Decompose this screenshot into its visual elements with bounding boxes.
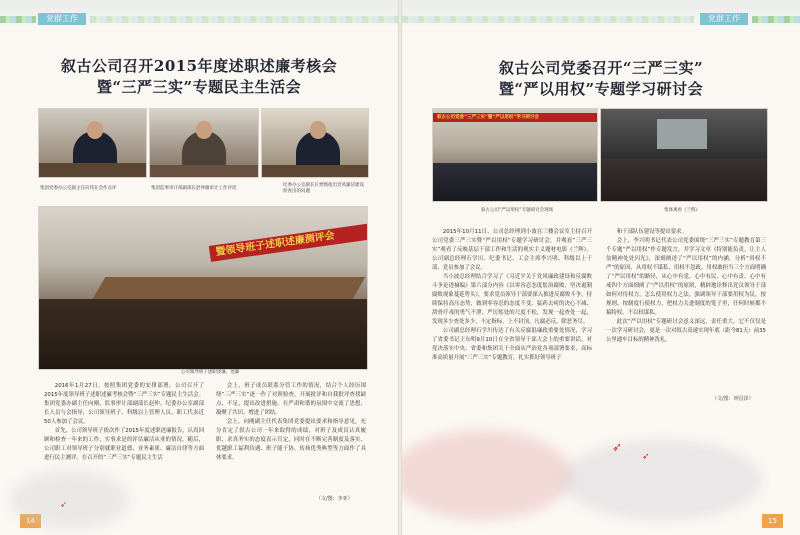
left-byline: （文/图：李亚） (316, 496, 353, 502)
bird-icon: ➶ (60, 500, 67, 509)
right-col2-para: 会上，李兴明书记代表公司党委围绕“三严三实”专题教育第三个专题“严以用权”作专题发言，并学习文章《特别能负责，让主人翁精神处处闪光》，深刻阐述了“严以用权”的内涵，分析“用权不严”的原因，从用权不谋私、用权不忽政、用权敢担当三个方面明确了“严以用权”的路径，从心中有党、心中有民、心中有责、心中有戒四个方面细阐了“严以用权”的原则，精辟地诠释出党员领导干部如何对待权力，怎么使用权力之法，强调领导干部要用权为民，按规则、按制度行使权力，把权力关进制度的笼子里，任何时候都不搞特权、不以权谋私。 (606, 238, 766, 316)
left-page-number: 14 (20, 514, 41, 528)
person-head (196, 121, 212, 139)
person-head (87, 121, 103, 139)
audience-shape (39, 299, 367, 369)
left-photo-1-caption: 集团党委办公室副主任向伟在会作点评 (40, 186, 117, 191)
table-shape (262, 165, 368, 177)
ink-wash-decoration (10, 470, 130, 530)
right-body-col1 (432, 228, 592, 363)
left-body-col2 (216, 382, 366, 463)
right-page (402, 0, 800, 535)
left-col2-para: 会上，向刚副主任代表集团党委提出要求和指导意见，充分肯定了叙古公司一年来取得的成绩，对班子及成员认真履职、求真务实的态度表示肯定，同时在不断完善制度及落实、优越职工福利待遇、班子能干协、传扬优秀典型等方面作了具体要求。 (216, 419, 366, 461)
ink-wash-decoration (562, 440, 762, 520)
ink-wash-decoration (402, 430, 572, 520)
left-photo-1 (38, 108, 147, 178)
left-title-line1: 叙古公司召开2015年度述职述廉考核会 (60, 57, 338, 75)
left-photo-2 (149, 108, 259, 178)
right-photo-2-caption: 集体观看《兰辉》 (664, 208, 700, 213)
bird-icon: ➶ (642, 452, 650, 462)
meeting-banner: 叙古公司党委“三严三实”暨“严以用权”学习研讨会 (433, 113, 598, 122)
person-head (310, 121, 326, 139)
right-col1-para: 当小波总经理结合学习了《习近平关于党风廉政建设和反腐败斗争论述摘编》第六部分内容《以零容忍态度惩治腐败，坚决遏制腐败现象蔓延势头》，要求党员领导干部要深入推进反腐败斗争，持续保持高压态势，做到零容忍的态度不变、猛药去疴的决心不减、刮骨疗毒的勇气不泄、严厉惩处的尺度不松，发现一起查处一起，发现多少查处多少，不定指标，上不封顶，凡腐必反，除恶务尽。 (432, 274, 592, 325)
right-col1-para: 2015年10月11日，公司总经理到小波在三楼会议室主持召开公司党委三严三实暨“严以用权”专题学习研讨会，并观看“三严三实”观看了反映基层干部工作和生活的现实主义题材电影《兰辉》。公司副总经理石学川、纪委书记、工会主席李兴明、科级以上干部、党员参加了会议。 (432, 229, 592, 271)
right-header-stripe-2 (402, 16, 694, 23)
left-title-line2: 暨“三严三实”专题民主生活会 (96, 78, 302, 96)
right-col1-para: 公司副总经理石学川传达了有关反腐倡廉政重要处情况，学习了省委书记王东明9月10日在全省领导干部大会上的重要讲话，对党决落实中央、省委和集团关于全面从严治党各项部署要求，高标准高质量开展“三严三实”专题教育，扎实抓好领导班子 (432, 328, 592, 361)
left-section-label: 党群工作 (38, 13, 86, 25)
left-photo-3-caption: 纪委办公室副长长贾甄指出党风廉洁建设检查出的问题 (283, 183, 364, 194)
table-shape (39, 163, 146, 177)
right-photo-1 (432, 108, 598, 202)
right-section-label: 党群工作 (700, 13, 748, 25)
left-page (0, 0, 398, 535)
table-shape (150, 165, 258, 177)
left-large-photo-caption: 公司领导班子述职述廉、述廉 (180, 370, 240, 375)
right-photo-2 (600, 108, 768, 202)
right-page-number: 15 (762, 514, 783, 528)
right-header-stripe (752, 16, 800, 23)
right-col2-para: 和干部队伍建设等提出要求。 (616, 229, 687, 235)
left-col1-para: 2016年1月27日，按照集团党委的安排部署，公司召开了2015年度领导班子述职述廉考核会暨“三严三实”专题民主生活会。集团党委办副主任向刚、监事审计部副部长赵仲、纪委办公室副部长人员与会指导，公司领导班子、科级以上管理人员、职工代表近50人参加了会议。 (44, 383, 204, 425)
meeting-banner: 暨领导班子述职述廉测评会 (209, 220, 368, 262)
left-col1-para: 首先，公司领导班子依次作了2015年度述职述廉报告，认真回顾和检查一年来的工作，实事求是的评估廉洁从业的情况。随后，公司职工对领导班子分别就职业道德、业务素质、廉洁自律等方面进行民主测评。在召开的“三严三实”专题民主生活 (44, 428, 204, 461)
right-body-col2 (606, 228, 766, 345)
right-photo-1-caption: 叙古公司“严以用权”专题研讨会现场 (480, 208, 554, 213)
right-byline: （文/图：钟昌泽） (712, 396, 754, 402)
right-col2-para: 此次“严以用权”专题研讨会意义深远，责任重大。它不仅仅是一次学习研讨会，更是一次对叙古高速实现年底（距今81天）前35公里通车目标的精神洗礼。 (606, 319, 766, 343)
left-body-col1 (44, 382, 204, 463)
left-photo-3 (261, 108, 369, 178)
left-header-stripe (0, 16, 36, 23)
audience-shape (433, 163, 597, 201)
left-large-photo (38, 206, 368, 370)
right-title-line2: 暨“严以用权”专题学习研讨会 (498, 80, 704, 98)
left-photo-2-caption: 集团监事审计部副部长赵仲雄审计工作评话 (151, 186, 237, 191)
left-header-stripe-2 (90, 16, 398, 23)
left-col2-para: 会上，班子成员联系分管工作的情况，结合个人经历围绕“三严三实”逐一作了对照检查，开展批评和自我批评查找缺点、不足，提出改进措施。在严肃和谐的氛围中交流了思想、凝聚了共识、增进了团结。 (216, 383, 366, 416)
right-title-line1: 叙古公司党委召开“三严三实” (498, 59, 704, 77)
projection-screen (657, 119, 707, 149)
audience-shape (601, 159, 767, 201)
bird-icon: ➶ (612, 440, 623, 454)
meeting-table (93, 277, 366, 299)
